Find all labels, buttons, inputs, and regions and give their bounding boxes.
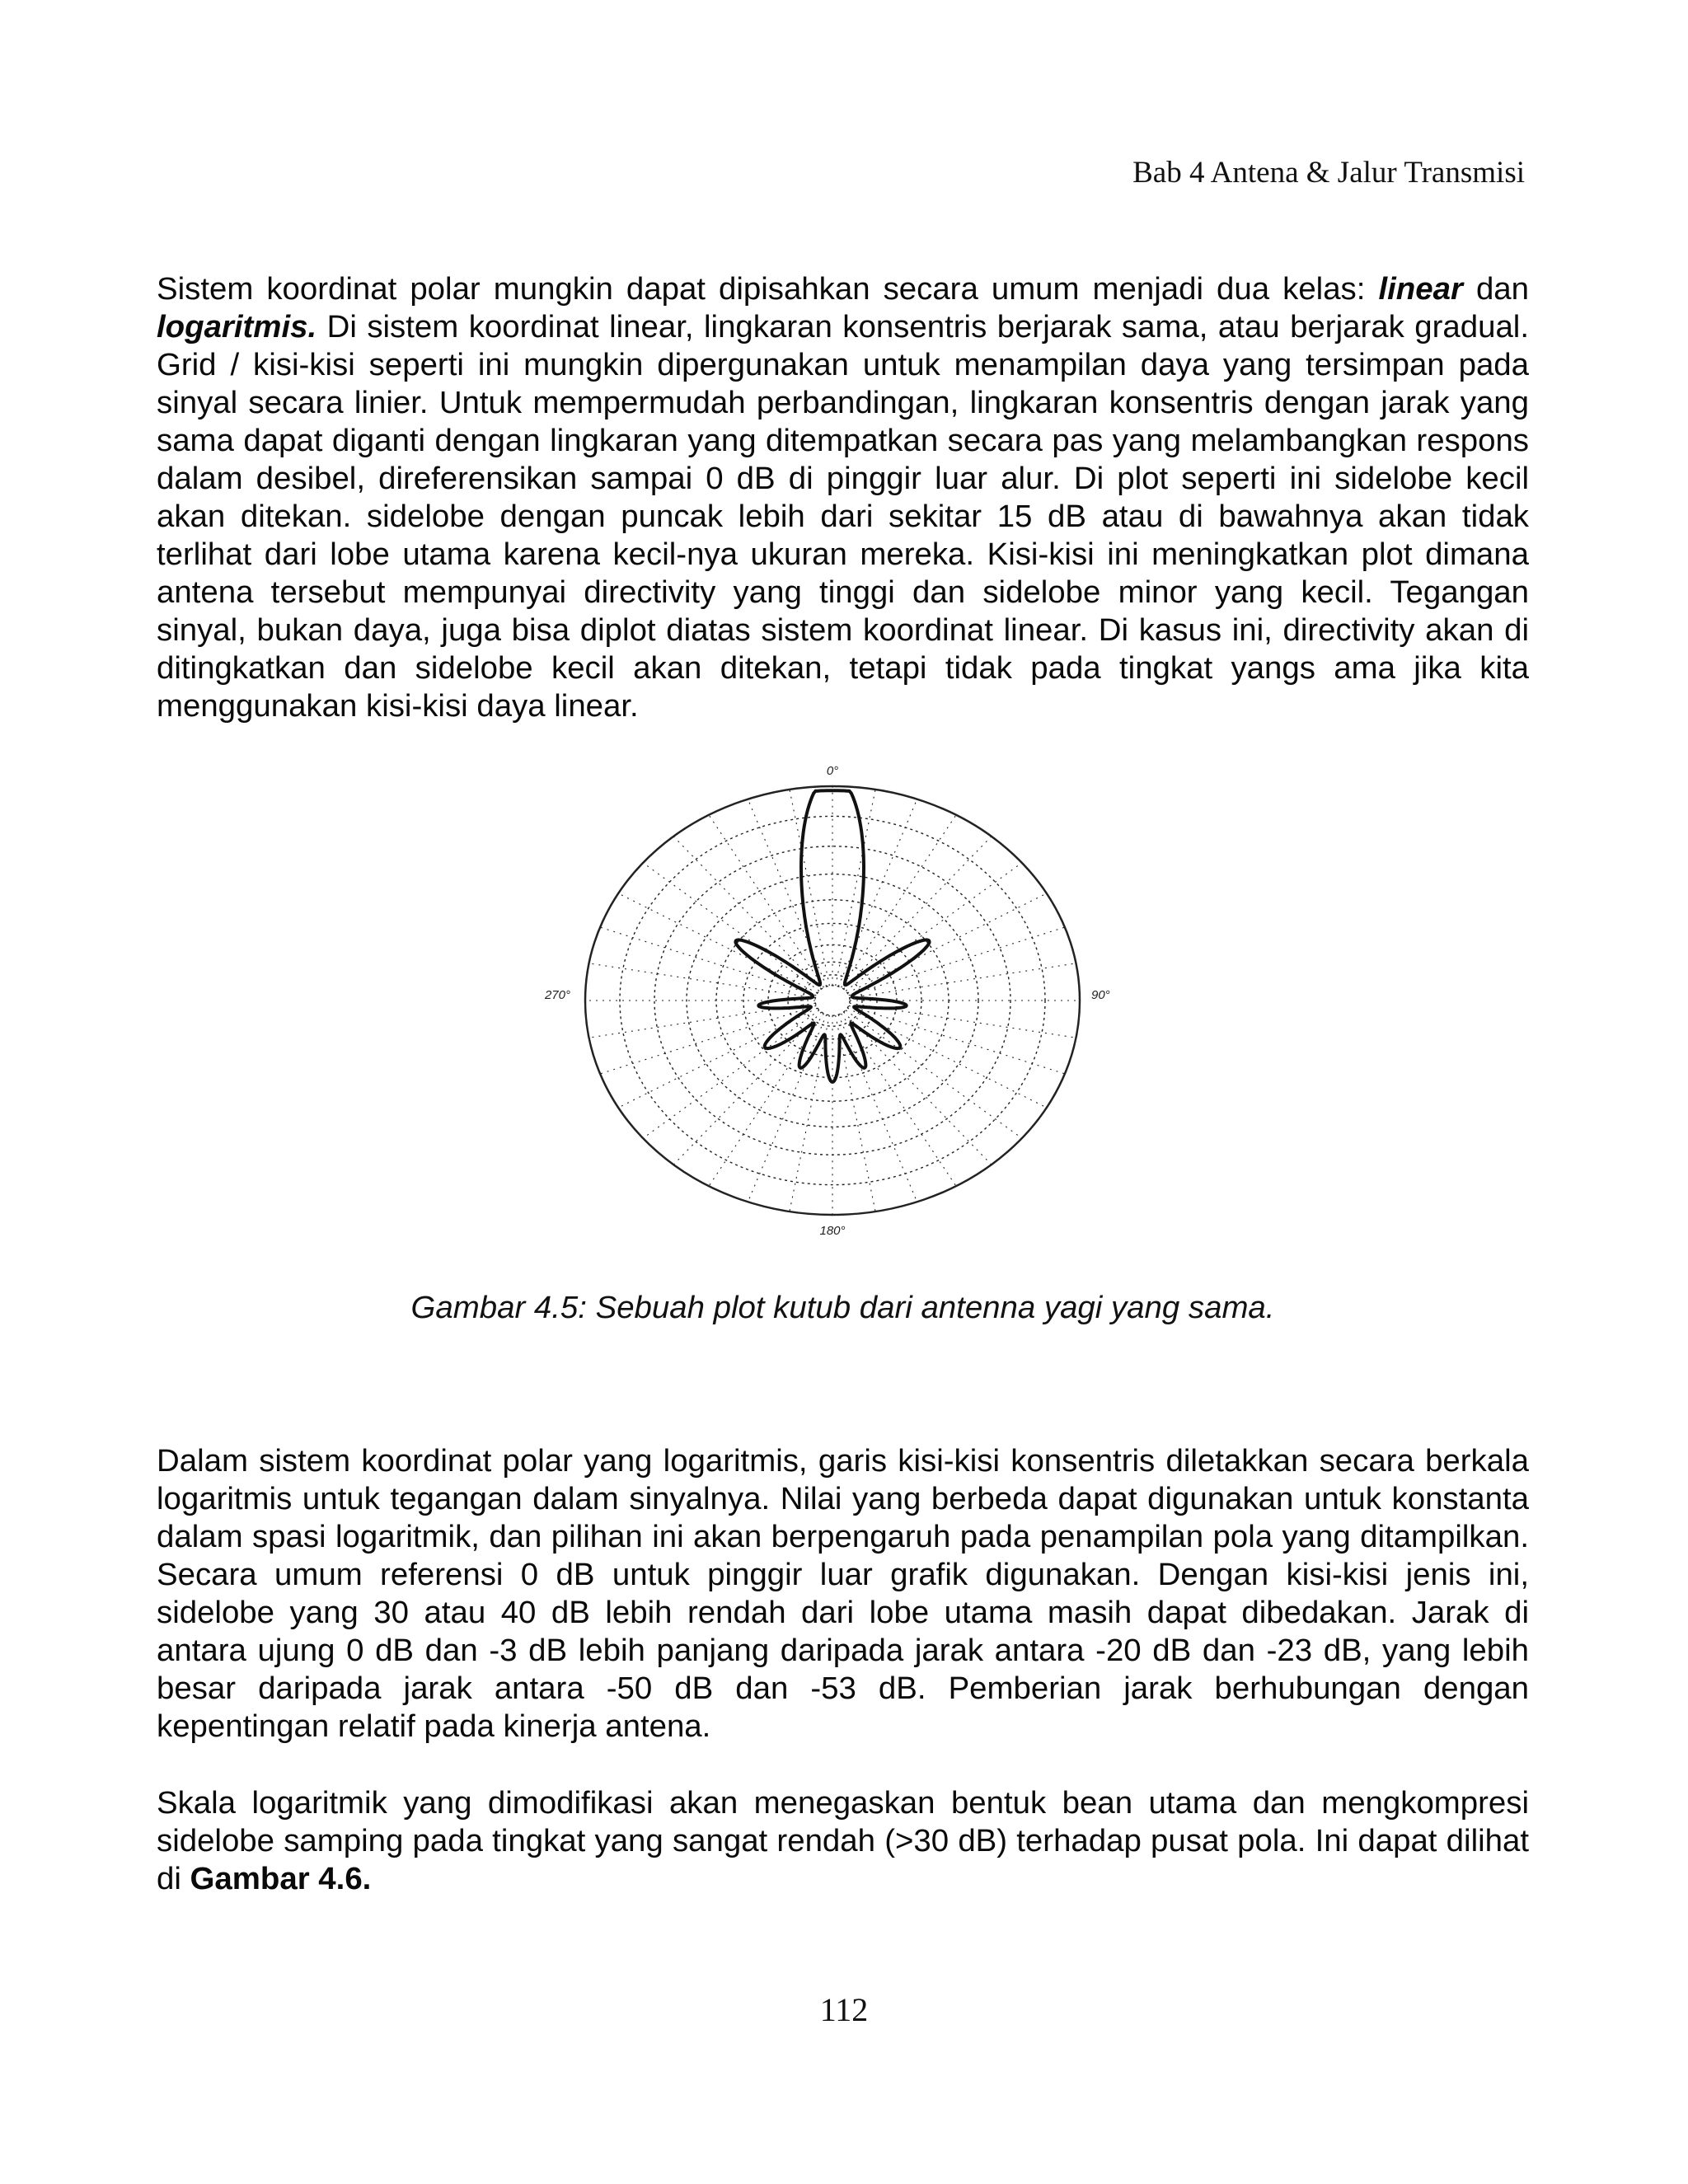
- polar-grid-spoke: [600, 1005, 816, 1074]
- paragraph-1: [157, 270, 1529, 725]
- term-linear: linear: [1378, 271, 1463, 307]
- polar-grid-spoke: [846, 863, 1022, 991]
- running-header: Bab 4 Antena & Jalur Transmisi: [1132, 156, 1525, 190]
- polar-grid-spoke: [850, 963, 1076, 998]
- polar-plot: [511, 758, 1170, 1236]
- paragraph-1-text-b: dan: [1462, 271, 1529, 307]
- polar-grid-spoke: [838, 1015, 917, 1202]
- figure-caption: Gambar 4.5: Sebuah plot kutub dari antenna yagi yang sama.: [410, 1290, 1275, 1325]
- polar-grid-ring: [815, 986, 850, 1015]
- polar-grid-spoke: [843, 837, 991, 989]
- polar-grid-spoke: [836, 1015, 875, 1212]
- angle-label-90: 90°: [1091, 988, 1110, 1002]
- polar-grid-ring: [620, 816, 1045, 1184]
- figure-reference: Gambar 4.6.: [190, 1861, 372, 1896]
- polar-grid-spoke: [836, 790, 875, 986]
- polar-outer-ring: [585, 786, 1080, 1215]
- polar-grid-spoke: [748, 1015, 826, 1202]
- term-logaritmis: logaritmis.: [157, 309, 317, 344]
- polar-grid-spoke: [589, 963, 816, 998]
- angle-label-180: 180°: [819, 1224, 846, 1236]
- page-number: 112: [819, 1991, 869, 2028]
- radiation-pattern-curve: [735, 790, 929, 1082]
- polar-grid-ring: [803, 975, 862, 1026]
- paragraph-2: Dalam sistem koordinat polar yang logaritmis, garis kisi-kisi konsentris diletakkan secara berkala logaritmis untuk tegangan dalam sinyalnya. Nilai yang berbeda dapat digunakan untuk konstanta dalam spasi logaritmik, dan pilihan ini akan berpengaruh pada penampilan pola yang ditampilkan. Secara umum referensi 0 dB untuk pinggir luar grafik digunakan. Dengan kisi-kisi jenis ini, sidelobe yang 30 atau 40 dB lebih rendah dari lobe utama masih dapat dibedakan. Jarak di antara ujung 0 dB dan -3 dB lebih panjang daripada jarak antara -20 dB dan -23 dB, yang lebih besar daripada jarak antara -50 dB dan -53 dB. Pemberian jarak berhubungan dengan kepentingan relatif pada kinerja antena.: [157, 1443, 1529, 1744]
- polar-grid-rings: [585, 786, 1080, 1215]
- polar-grid-spokes: [585, 786, 1080, 1215]
- polar-grid-spoke: [790, 790, 829, 986]
- polar-grid-spoke: [643, 1010, 819, 1138]
- paragraph-3: [157, 1784, 1529, 1898]
- angle-label-0: 0°: [826, 764, 839, 778]
- paragraph-3-text: Skala logaritmik yang dimodifikasi akan menegaskan bentuk bean utama dan mengkompresi sidelobe samping pada tingkat yang sangat rendah (>30 dB) terhadap pusat pola. Ini dapat dilihat di: [157, 1785, 1529, 1896]
- polar-grid-spoke: [790, 1015, 829, 1212]
- polar-grid-ring: [716, 900, 949, 1101]
- polar-grid-spoke: [849, 1005, 1065, 1074]
- polar-grid-spoke: [846, 1010, 1022, 1138]
- angle-label-270: 270°: [544, 988, 570, 1002]
- polar-grid-spoke: [643, 863, 819, 991]
- paragraph-1-text-a: Sistem koordinat polar mungkin dapat dipisahkan secara umum menjadi dua kelas:: [157, 271, 1379, 307]
- paragraph-1-text-c: Di sistem koordinat linear, lingkaran konsentris berjarak sama, atau berjarak gradual. Grid / kisi-kisi seperti ini mungkin dipergunakan untuk menampilan daya yang tersimpan pada sinyal secara linier. Untuk mempermudah perbandingan, lingkaran konsentris dengan jarak yang sama dapat diganti dengan lingkaran yang ditempatkan secara pas yang melambangkan respons dalam desibel, direferensikan sampai 0 dB di pinggir luar alur. Di plot seperti ini sidelobe kecil akan ditekan. sidelobe dengan puncak lebih dari sekitar 15 dB atau di bawahnya akan tidak terlihat dari lobe utama karena kecil-nya ukuran mereka. Kisi-kisi ini meningkatkan plot dimana antena tersebut mempunyai directivity yang tinggi dan sidelobe minor yang kecil. Tegangan sinyal, bukan daya, juga bisa diplot diatas sistem koordinat linear. Di kasus ini, directivity akan di ditingkatkan dan sidelobe kecil akan ditekan, tetapi tidak pada tingkat yangs ama jika kita menggunakan kisi-kisi daya linear.: [157, 309, 1529, 724]
- polar-plot-figure: [511, 758, 1170, 1236]
